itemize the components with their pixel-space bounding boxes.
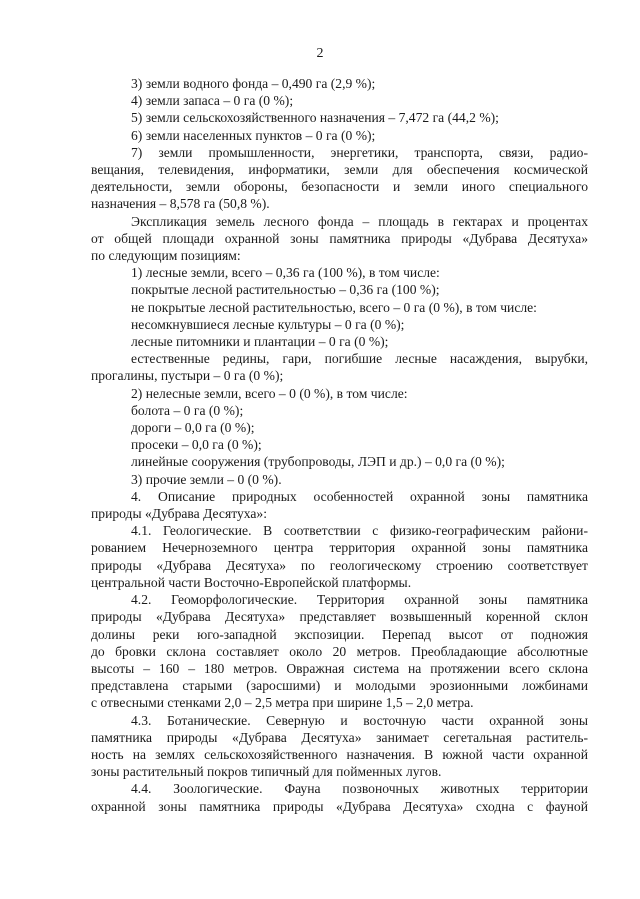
text-line: рованием Нечерноземного центра территория охранной зоны памятника [91, 540, 588, 556]
text-line: 5) земли сельскохозяйственного назначения – 7,472 га (44,2 %); [131, 110, 499, 126]
text-line: 4.1. Геологические. В соответствии с физико-географическим райони- [131, 523, 588, 539]
text-line: ность на землях сельскохозяйственного назначения. В южной части охранной [91, 746, 588, 762]
text-line: 7) земли промышленности, энергетики, транспорта, связи, радио- [131, 144, 588, 160]
text-line: памятника природы «Дубрава Десятуха» занимает сегетальная раститель- [91, 729, 588, 745]
text-line: 4.3. Ботанические. Северную и восточную части охранной зоны [131, 712, 588, 728]
text-line: несомкнувшиеся лесные культуры – 0 га (0 %); [131, 316, 405, 332]
text-line: 4) земли запаса – 0 га (0 %); [131, 93, 294, 109]
text-line: болота – 0 га (0 %); [131, 402, 244, 418]
text-line: 4.4. Зоологические. Фауна позвоночных животных территории [131, 781, 588, 797]
text-line: покрытые лесной растительностью – 0,36 га (100 %); [131, 282, 440, 298]
text-line: 1) лесные земли, всего – 0,36 га (100 %), в том числе: [131, 265, 440, 281]
text-line: природы «Дубрава Десятуха» представляет возвышенный коренной склон [91, 609, 588, 625]
text-line: 4. Описание природных особенностей охранной зоны памятника [131, 488, 588, 504]
text-line: вещания, телевидения, информатики, земли для обеспечения космической [91, 162, 588, 178]
text-line: линейные сооружения (трубопроводы, ЛЭП и др.) – 0,0 га (0 %); [131, 454, 505, 470]
text-line: от общей площади охранной зоны памятника природы «Дубрава Десятуха» [91, 230, 588, 246]
text-line: представлена старыми (заросшими) и молодыми эрозионными ложбинами [91, 678, 588, 694]
text-line: назначения – 8,578 га (50,8 %). [91, 196, 270, 212]
text-line: 3) земли водного фонда – 0,490 га (2,9 %); [131, 76, 376, 91]
text-line: до бровки склона составляет около 20 метров. Преобладающие абсолютные [91, 643, 588, 659]
text-line: 6) земли населенных пунктов – 0 га (0 %); [131, 127, 376, 143]
text-line: природы «Дубрава Десятуха» по геологическому строению соответствует [91, 557, 588, 573]
text-line: с отвесными стенками 2,0 – 2,5 метра при ширине 1,5 – 2,0 метра. [91, 695, 474, 711]
text-line: не покрытые лесной растительностью, всего – 0 га (0 %), в том числе: [131, 299, 537, 315]
document-body [91, 75, 588, 815]
text-line: лесные питомники и плантации – 0 га (0 %); [131, 334, 389, 350]
text-line: центральной части Восточно-Европейской платформы. [91, 574, 412, 590]
text-line: высоты – 160 – 180 метров. Овражная система на протяжении всего склона [91, 660, 588, 676]
text-line: Экспликация земель лесного фонда – площадь в гектарах и процентах [131, 213, 588, 229]
text-line: природы «Дубрава Десятуха»: [91, 506, 267, 522]
text-line: прогалины, пустыри – 0 га (0 %); [91, 368, 284, 384]
page-number: 2 [316, 46, 324, 61]
text-line: зоны растительный покров типичный для пойменных лугов. [91, 764, 442, 780]
text-line: долины реки юго-западной экспозиции. Перепад высот от подножия [91, 626, 588, 642]
text-line: по следующим позициям: [91, 248, 241, 264]
text-line: охранной зоны памятника природы «Дубрава Десятуха» сходна с фауной [91, 798, 588, 814]
text-line: 4.2. Геоморфологические. Территория охранной зоны памятника [131, 592, 588, 608]
text-line: просеки – 0,0 га (0 %); [131, 437, 262, 453]
text-line: 2) нелесные земли, всего – 0 (0 %), в том числе: [131, 385, 408, 401]
text-line: дороги – 0,0 га (0 %); [131, 420, 255, 436]
text-line: 3) прочие земли – 0 (0 %). [131, 471, 282, 487]
text-line: естественные редины, гари, погибшие лесные насаждения, вырубки, [131, 351, 588, 367]
text-line: деятельности, земли обороны, безопасности и земли иного специального [91, 179, 588, 195]
